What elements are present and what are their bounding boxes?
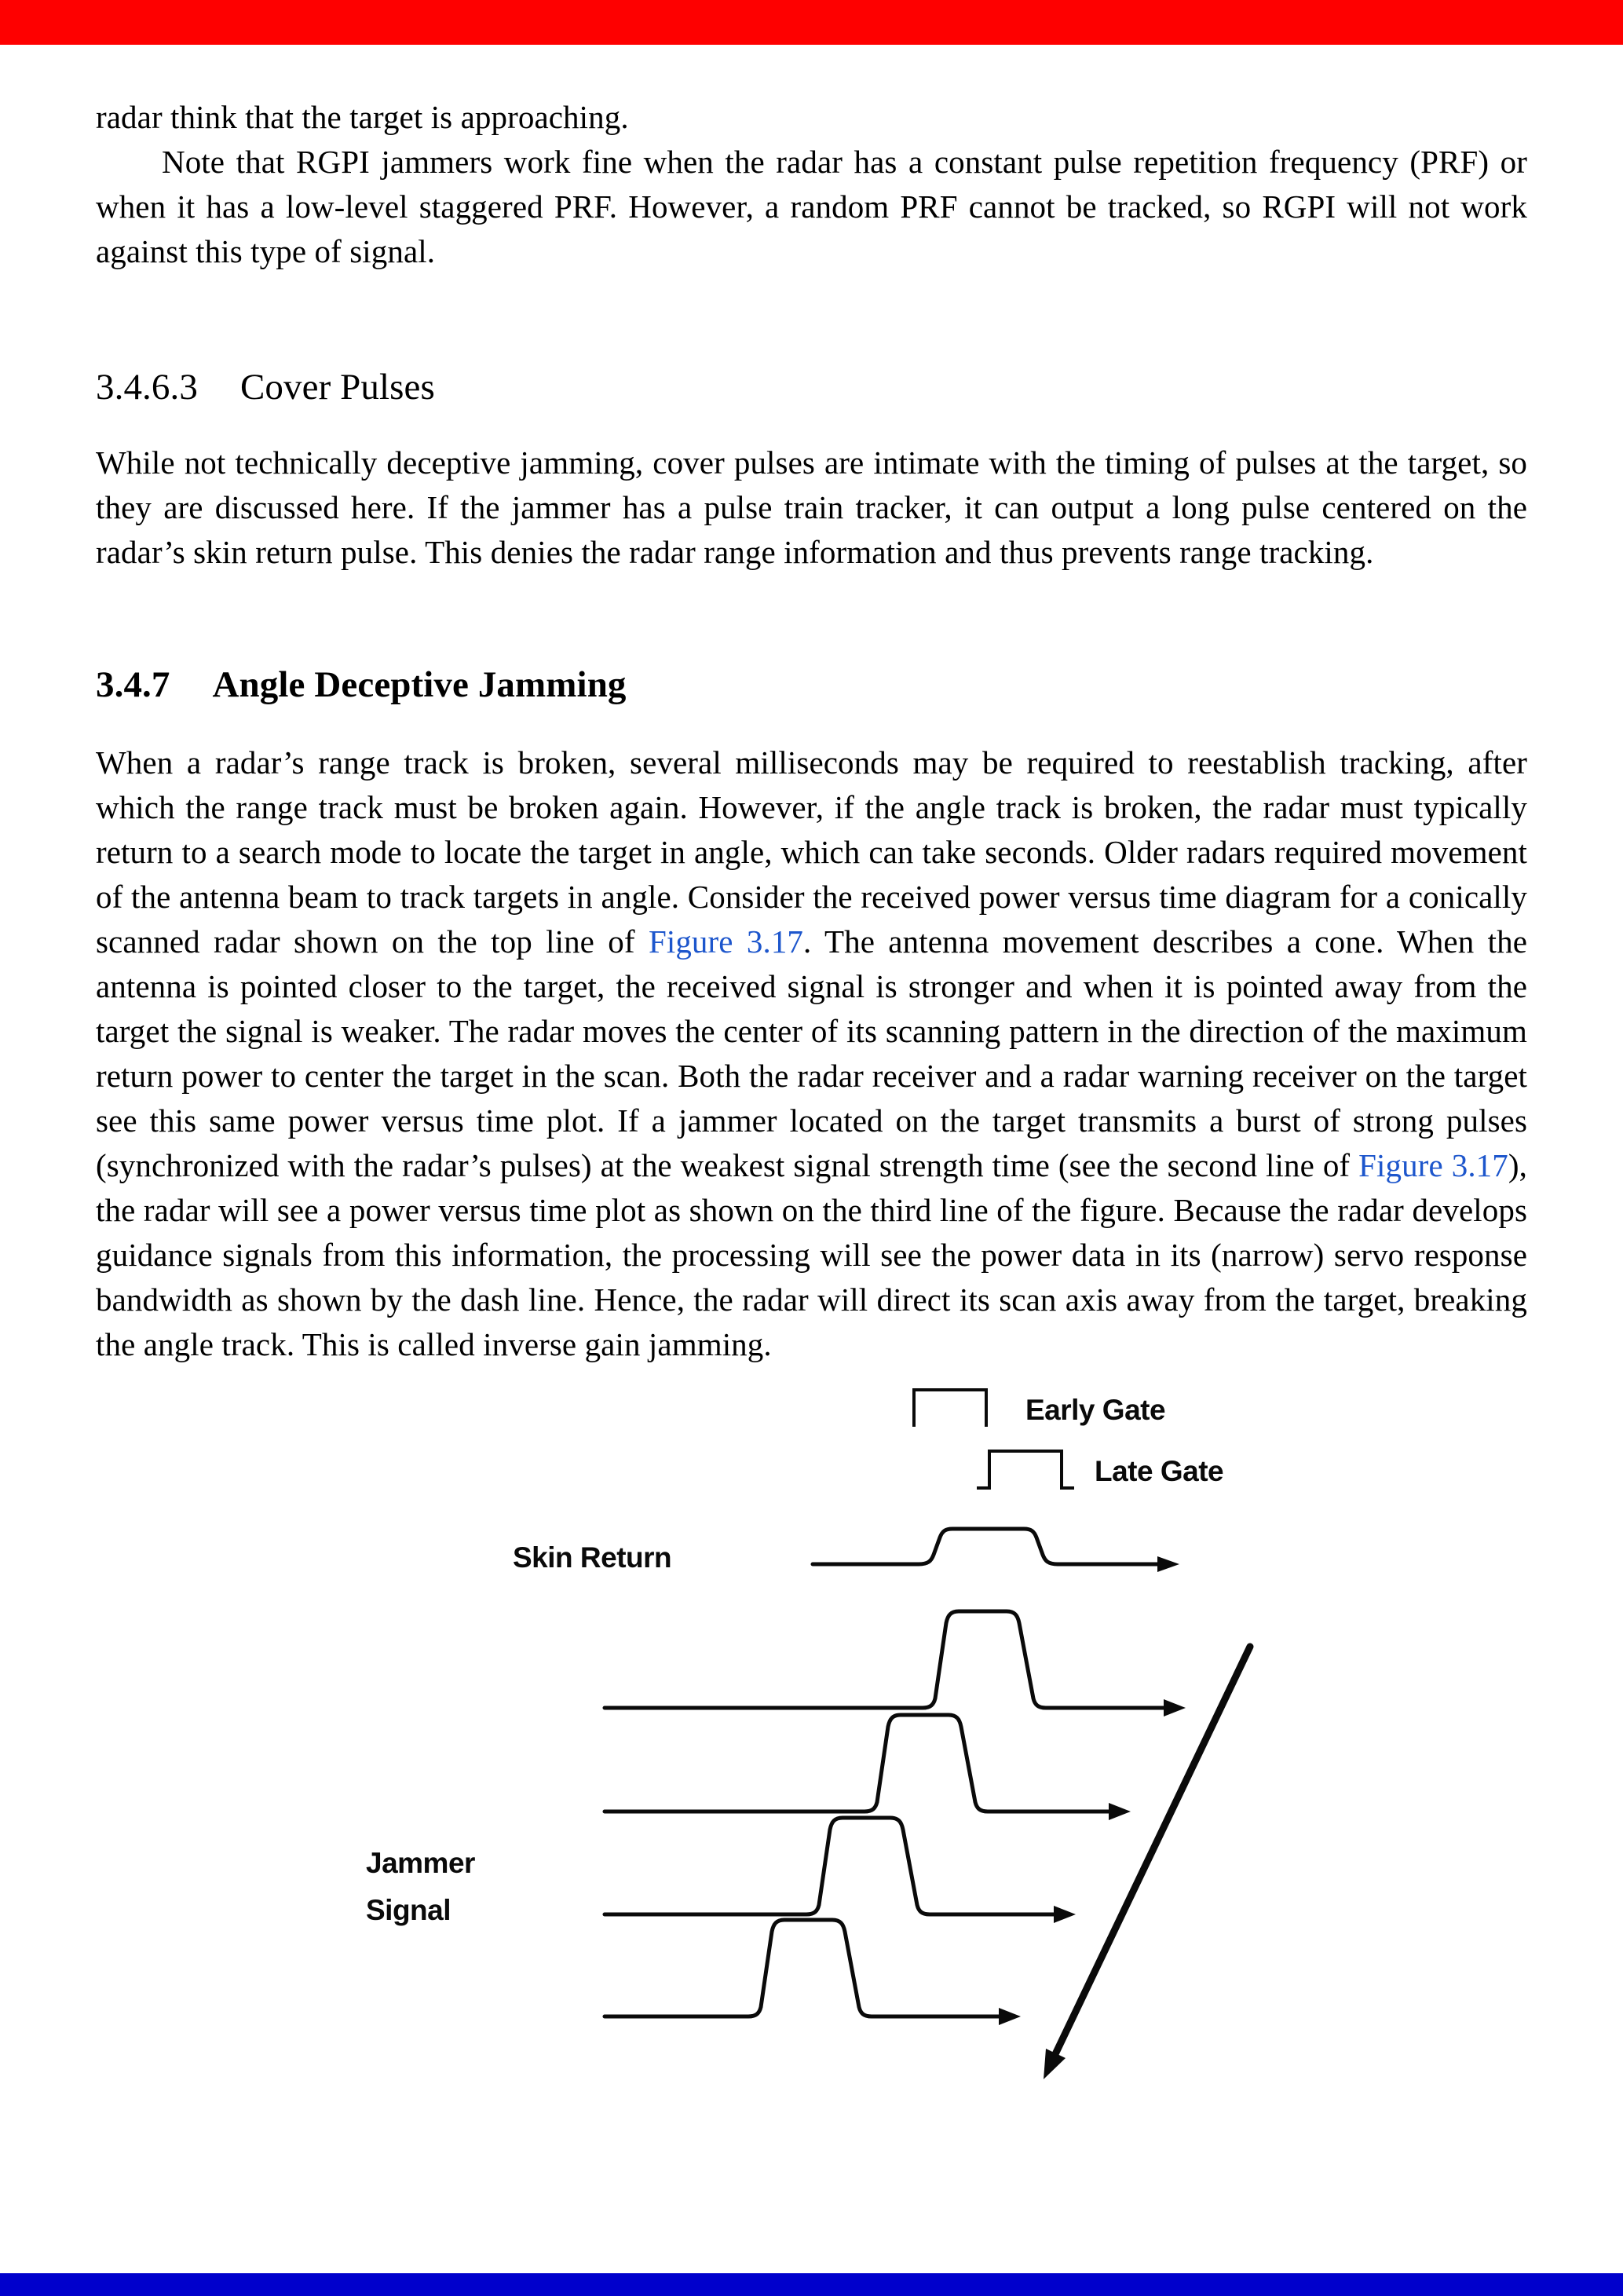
- jammer-arrowhead-2: [1109, 1803, 1131, 1820]
- skin-return-waveform: [813, 1529, 1159, 1564]
- jammer-waveform-4: [605, 1920, 1000, 2016]
- jammer-waveform-2: [605, 1715, 1110, 1812]
- section-title: Angle Deceptive Jamming: [212, 664, 627, 706]
- paragraph-cover-pulses: While not technically deceptive jamming, cover pulses are intimate with the timing of pulses at the target, so they are discussed here. If the jammer has a pulse train tracker, it can output a long pulse centered on the radar’s skin return pulse. This denies the radar range information and thus prevents range tracking.: [96, 444, 1527, 571]
- paragraph-text-segment: When a radar’s range track is broken, several milliseconds may be required to reestablish tracking, after which the range track must be broken again. However, if the angle track is broken, the radar must typically return to a search mode to locate the target in angle, which can take seconds. Older radars required movement of the antenna beam to track targets in angle. Consider the received power versus time diagram for a conically scanned radar shown on the top line of: [96, 744, 1527, 960]
- page-content: [0, 45, 1623, 2085]
- paragraph-angle-jamming: [96, 740, 1527, 1367]
- figure-3-17-link[interactable]: Figure 3.17: [648, 923, 804, 960]
- skin-return-arrowhead: [1157, 1556, 1179, 1572]
- late-gate-symbol: [977, 1451, 1074, 1488]
- top-red-bar: [0, 0, 1623, 45]
- late-gate-label: Late Gate: [1095, 1454, 1224, 1487]
- early-gate-symbol: [914, 1390, 986, 1427]
- bottom-blue-bar: [0, 2273, 1623, 2296]
- early-gate-label: Early Gate: [1025, 1393, 1166, 1426]
- jammer-signal-label-line1: Jammer: [366, 1846, 475, 1879]
- jammer-waveform-3: [605, 1818, 1055, 1914]
- section-heading-angle-deceptive-jamming: [96, 663, 1527, 707]
- jammer-arrowhead-1: [1164, 1699, 1186, 1717]
- paragraph-text-segment: . The antenna movement describes a cone. When the antenna is pointed closer to the target, the received signal is stronger and when it is pointed away from the target the signal is weaker. The radar moves the center of its scanning pattern in the direction of the maximum return power to center the target in the scan. Both the radar receiver and a radar warning receiver on the target see this same power versus time plot. If a jammer located on the target transmits a burst of strong pulses (synchronized with the radar’s pulses) at the weakest signal strength time (see the second line of: [96, 923, 1527, 1183]
- jammer-waveform-1: [605, 1611, 1165, 1708]
- diagonal-sweep-arrowhead: [1044, 2049, 1066, 2079]
- section-number: 3.4.7: [96, 664, 170, 706]
- jammer-signal-label-line2: Signal: [366, 1893, 451, 1926]
- paragraph-continuation: radar think that the target is approaching.: [96, 99, 629, 135]
- skin-return-label: Skin Return: [513, 1541, 672, 1574]
- jammer-arrowhead-3: [1054, 1906, 1076, 1923]
- section-title: Cover Pulses: [239, 367, 435, 408]
- jammer-arrowhead-4: [999, 2008, 1021, 2025]
- section-number: 3.4.6.3: [96, 367, 198, 408]
- section-heading-cover-pulses: [96, 365, 1527, 409]
- figure-3-17-graphic: [330, 1378, 1303, 2085]
- figure-3-17-diagram: [330, 1378, 1303, 2085]
- paragraph-text-segment: ), the radar will see a power versus time plot as shown on the third line of the figure. Because the radar develops guidance signals from this information, the processing will see the power data in its (narrow) servo response bandwidth as shown by the dash line. Hence, the radar will direct its scan axis away from the target, breaking the angle track. This is called inverse gain jamming.: [96, 1146, 1527, 1362]
- figure-3-17-link[interactable]: Figure 3.17: [1358, 1146, 1508, 1183]
- paragraph-rgpi-note: Note that RGPI jammers work fine when the radar has a constant pulse repetition frequency (PRF) or when it has a low-level staggered PRF. However, a random PRF cannot be tracked, so RGPI will not work against this type of signal.: [96, 144, 1527, 269]
